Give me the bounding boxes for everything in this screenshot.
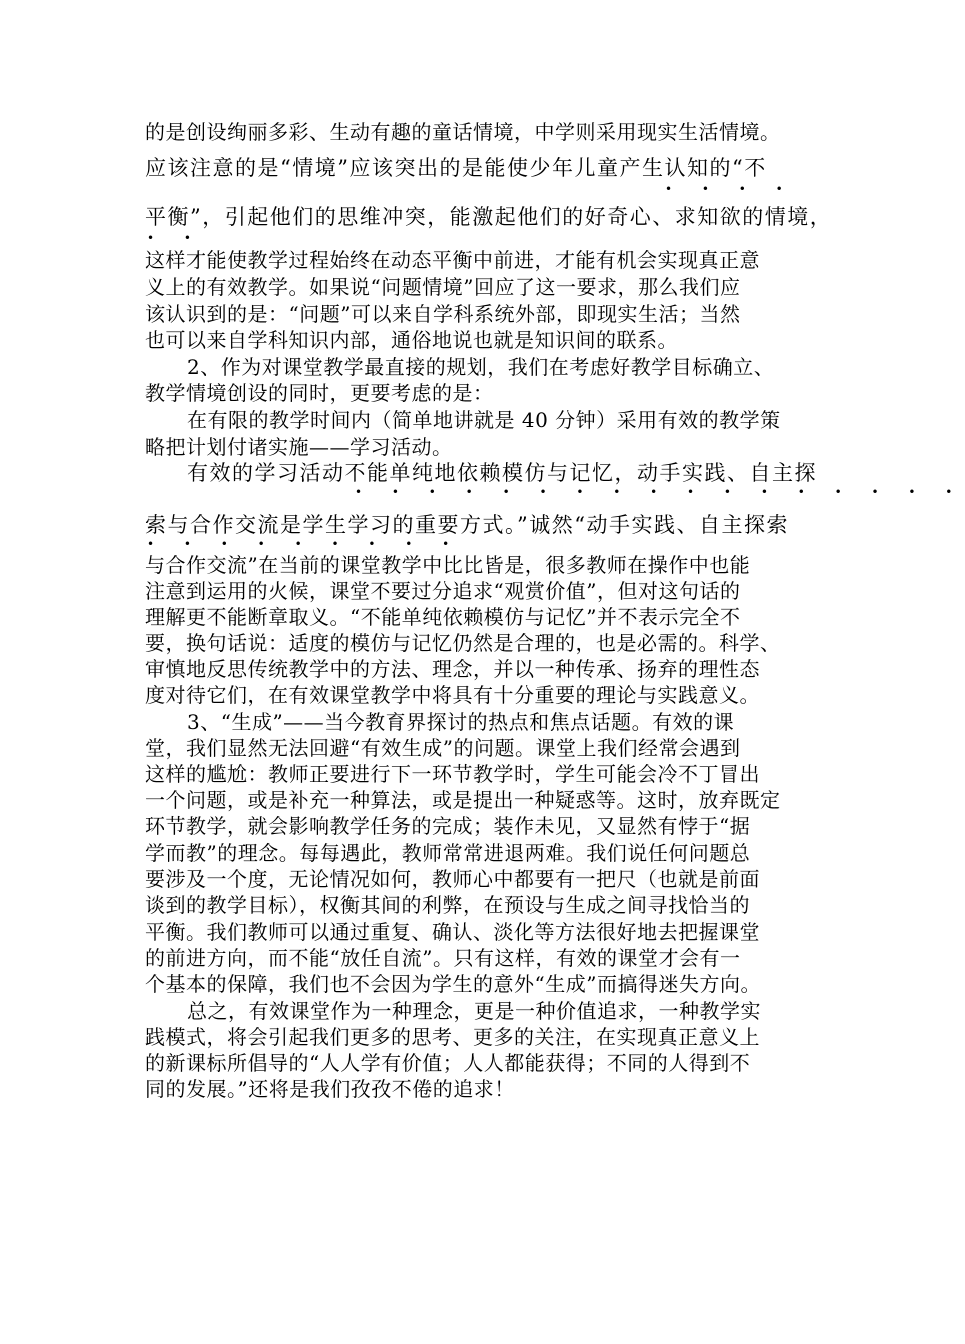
text-line-11: 略把计划付诸实施——学习活动。 (145, 435, 453, 459)
text-line-7: 也可以来自学科知识内部，通俗地说也就是知识间的联系。 (145, 328, 678, 352)
text-line-27: 谈到的教学目标），权衡其间的利弊，在预设与生成之间寻找恰当的 (145, 893, 750, 917)
text-line-30: 个基本的保障，我们也不会因为学生的意外“生成”而搞得迷失方向。 (145, 972, 761, 996)
text-line-28: 平衡。我们教师可以通过重复、确认、淡化等方法很好地去把握课堂 (145, 920, 760, 944)
text-line-33: 的新课标所倡导的“人人学有价值；人人都能获得；不同的人得到不 (145, 1051, 751, 1075)
text-line-10: 在有限的教学时间内（简单地讲就是 40 分钟）采用有效的教学策 (187, 408, 781, 432)
text-line-6: 该认识到的是：“问题”可以来自学科系统外部，即现实生活；当然 (145, 302, 741, 326)
text-line-31: 总之，有效课堂作为一种理念，更是一种价值追求，一种教学实 (187, 999, 761, 1023)
text-line-4: 这样才能使教学过程始终在动态平衡中前进，才能有机会实现真正意 (145, 248, 760, 272)
text-line-18: 审慎地反思传统教学中的方法、理念，并以一种传承、扬弃的理性态 (145, 657, 760, 681)
text-line-23: 一个问题，或是补充一种算法，或是提出一种疑惑等。这时，放弃既定 (145, 788, 781, 812)
text-line-17: 要，换句话说：适度的模仿与记忆仍然是合理的，也是必需的。科学、 (145, 631, 781, 655)
text-line-32: 践模式，将会引起我们更多的思考、更多的关注，在实现真正意义上 (145, 1025, 760, 1049)
text-line-14: 与合作交流”在当前的课堂教学中比比皆是，很多教师在操作中也能 (145, 553, 751, 577)
text-line-21: 堂，我们显然无法回避“有效生成”的问题。课堂上我们经常会遇到 (145, 736, 741, 760)
text-line-9: 教学情境创设的同时，更要考虑的是： (145, 381, 494, 405)
emphasis-dots-4: • • • • • • • • • (147, 537, 463, 551)
text-line-1: 的是创设绚丽多彩、生动有趣的童话情境，中学则采用现实生活情境。 (145, 120, 781, 144)
text-line-16: 理解更不能断章取义。“不能单纯依赖模仿与记忆”并不表示完全不 (145, 605, 741, 629)
text-line-3: 平衡”，引起他们的思维冲突，能激起他们的好奇心、求知欲的情境， (145, 205, 833, 229)
emphasis-dots-2: • • (147, 231, 204, 245)
text-line-29: 的前进方向，而不能“放任自流”。只有这样，有效的课堂才会有一 (145, 946, 741, 970)
text-line-20: 3、“生成”——当今教育界探讨的热点和焦点话题。有效的课 (187, 710, 735, 734)
text-line-13: 索与合作交流是学生学习的重要方式。”诚然“动手实践、自主探索 (145, 513, 789, 537)
text-line-34: 同的发展。”还将是我们孜孜不倦的追求！ (145, 1077, 515, 1101)
text-line-2: 应该注意的是“情境”应该突出的是能使少年儿童产生认知的“不 (145, 156, 767, 180)
text-line-19: 度对待它们，在有效课堂教学中将具有十分重要的理论与实践意义。 (145, 683, 760, 707)
text-line-8: 2、作为对课堂教学最直接的规划，我们在考虑好教学目标确立、 (187, 355, 775, 379)
text-line-5: 义上的有效教学。如果说“问题情境”回应了这一要求，那么我们应 (145, 275, 741, 299)
text-line-24: 环节教学，就会影响教学任务的完成；装作未见，又显然有悖于“据 (145, 814, 751, 838)
text-line-25: 学而教”的理念。每每遇此，教师常常进退两难。我们说任何问题总 (145, 841, 751, 865)
text-line-26: 要涉及一个度，无论情况如何，教师心中都要有一把尺（也就是前面 (145, 867, 760, 891)
emphasis-dots-1: • • • • (665, 182, 796, 196)
text-line-12: 有效的学习活动不能单纯地依赖模仿与记忆，动手实践、自主探 (187, 461, 817, 485)
emphasis-dots-3: • • • • • • • • • • • • • • • • • (355, 485, 965, 499)
text-line-15: 注意到运用的火候，课堂不要过分追求“观赏价值”，但对这句话的 (145, 579, 741, 603)
text-line-22: 这样的尴尬：教师正要进行下一环节教学时，学生可能会冷不丁冒出 (145, 762, 760, 786)
